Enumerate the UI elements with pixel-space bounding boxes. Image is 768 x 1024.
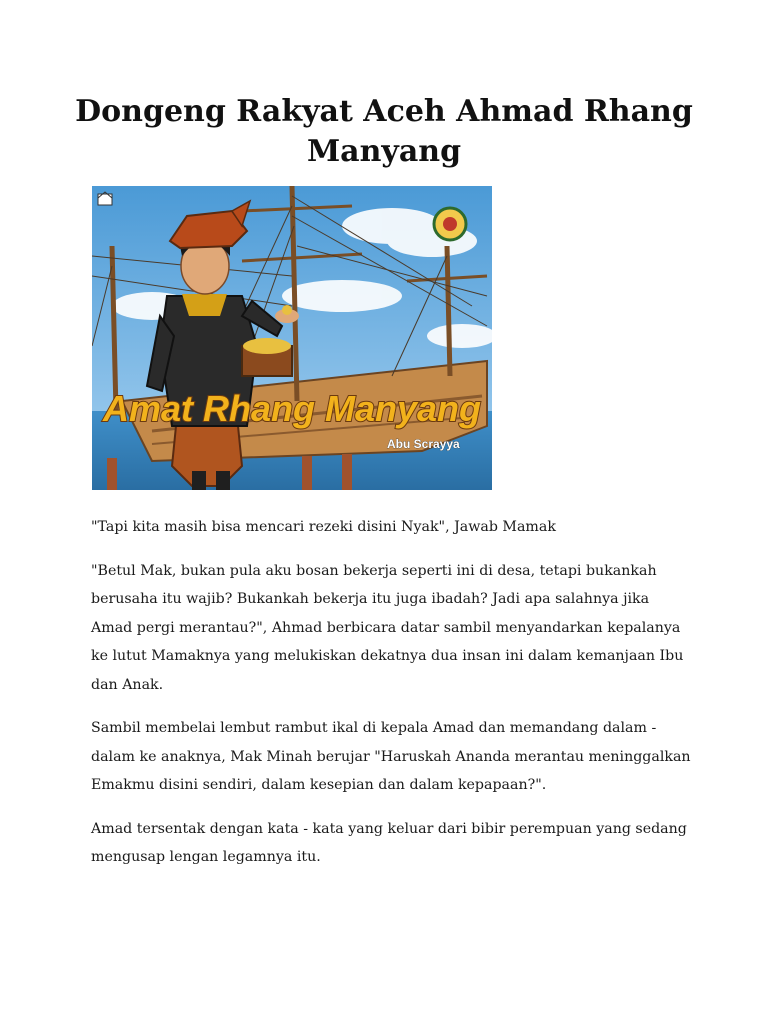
publisher-seal-icon [434,208,466,240]
cover-author: Abu Scrayya [387,437,460,451]
document-title: Dongeng Rakyat Aceh Ahmad Rhang Manyang [75,94,693,169]
paragraph-1: "Tapi kita masih bisa mencari rezeki disini Nyak", Jawab Mamak [91,519,556,535]
unesco-logo-icon [98,192,112,205]
paragraph-2: "Betul Mak, bukan pula aku bosan bekerja seperti ini di desa, tetapi bukankah berusaha itu wajib? Bukankah bekerja itu juga ibadah? Jadi apa salahnya jika Amad pergi merantau?", Ahmad berbicara datar sambil menyandarkan kepalanya ke lutut Mamaknya yang melukiskan dekatnya dua insan ini dalam kemanjaan Ibu dan Anak. [91,562,684,693]
cover-title: Amat Rhang Manyang [102,388,482,429]
paragraph-3: Sambil membelai lembut rambut ikal di kepala Amad dan memandang dalam - dalam ke anaknya, Mak Minah berujar "Haruskah Ananda merantau meninggalkan Emakmu disini sendiri, dalam kesepian dan dalam kepapaan?". [91,720,691,793]
story-body [91,513,691,887]
paragraph-4: Amad tersentak dengan kata - kata yang keluar dari bibir perempuan yang sedang mengusap lengan legamnya itu. [91,820,687,865]
book-cover-image [92,186,492,490]
